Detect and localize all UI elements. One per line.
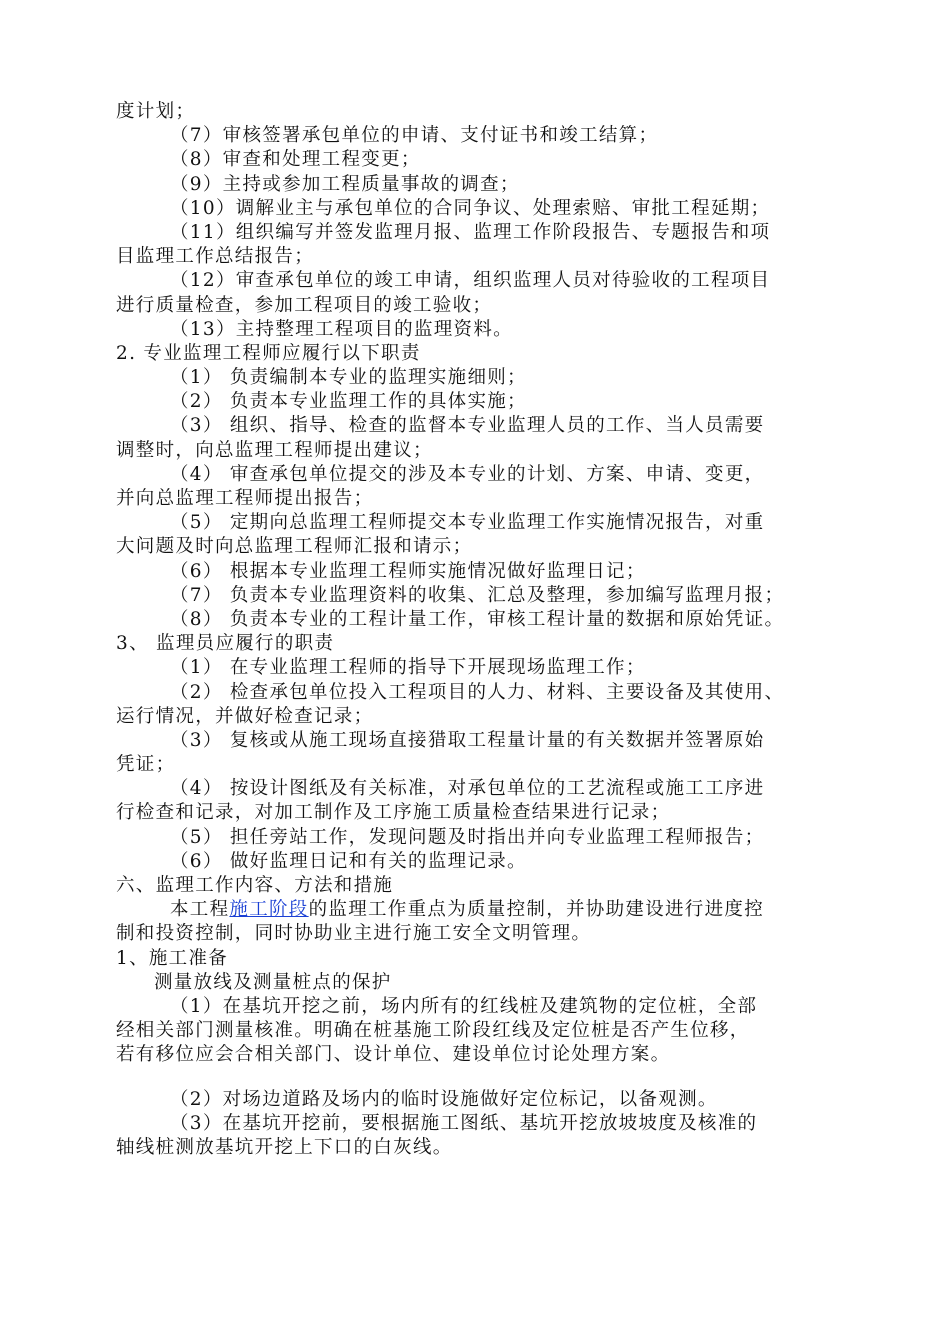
text-line: （5） 担任旁站工作，发现问题及时指出并向专业监理工程师报告； [170,826,765,848]
text-line: 轴线桩测放基坑开挖上下口的白灰线。 [116,1136,453,1158]
text-line: （7） 负责本专业监理资料的收集、汇总及整理，参加编写监理月报； [170,584,785,606]
section-heading: 六、监理工作内容、方法和措施 [116,875,394,896]
text-line: （5） 定期向总监理工程师提交本专业监理工作实施情况报告，对重 [170,512,765,534]
paragraph-suffix: 的监理工作重点为质量控制，并协助建设进行进度控 [308,899,765,921]
text-line: 经相关部门测量核准。明确在桩基施工阶段红线及定位桩是否产生位移， [116,1020,750,1042]
text-line: 行检查和记录，对加工制作及工序施工质量检查结果进行记录； [116,802,671,824]
text-line: （11）组织编写并签发监理月报、监理工作阶段报告、专题报告和项 [170,221,771,243]
spacer [116,1068,836,1088]
paragraph-line: 制和投资控制，同时协助业主进行施工安全文明管理。 [116,923,592,945]
text-line: 度计划； [116,101,196,122]
text-line: （3）在基坑开挖前，要根据施工图纸、基坑开挖放坡坡度及核准的 [170,1112,758,1134]
construction-stage-link[interactable]: 施工阶段 [229,899,309,921]
text-line: 凭证； [116,754,176,776]
text-line: 调整时，向总监理工程师提出建议； [116,439,433,461]
text-line: 大问题及时向总监理工程师汇报和请示； [116,536,473,558]
text-line: （9）主持或参加工程质量事故的调查； [170,173,520,195]
text-line: （2） 负责本专业监理工作的具体实施； [170,391,527,413]
text-line: 运行情况，并做好检查记录； [116,705,374,727]
text-line: （4） 按设计图纸及有关标准，对承包单位的工艺流程或施工工序进 [170,778,765,800]
section-heading: 2. 专业监理工程师应履行以下职责 [116,342,421,364]
text-line: 进行质量检查，参加工程项目的竣工验收； [116,294,493,316]
text-line: （6） 做好监理日记和有关的监理记录。 [170,850,527,872]
text-line: （7）审核签署承包单位的申请、支付证书和竣工结算； [170,125,659,147]
text-line: （1）在基坑开挖之前，场内所有的红线桩及建筑物的定位桩，全部 [170,995,758,1017]
paragraph-line [116,898,836,922]
text-line: （1） 负责编制本专业的监理实施细则； [170,367,527,389]
text-line: （13）主持整理工程项目的监理资料。 [170,318,513,340]
text-line: （6） 根据本专业监理工程师实施情况做好监理日记； [170,560,646,582]
text-line: 并向总监理工程师提出报告； [116,488,374,509]
text-line: （4） 审查承包单位提交的涉及本专业的计划、方案、申请、变更， [170,463,765,485]
text-line: （3） 复核或从施工现场直接猎取工程量计量的有关数据并签署原始 [170,729,765,751]
paragraph-prefix: 本工程 [170,899,230,921]
text-line: （3） 组织、指导、检查的监督本专业监理人员的工作、当人员需要 [170,415,765,437]
text-line: （8）审查和处理工程变更； [170,149,421,171]
text-line: 若有移位应会合相关部门、设计单位、建设单位讨论处理方案。 [116,1044,671,1066]
text-line: 目监理工作总结报告； [116,246,315,268]
text-line: （8） 负责本专业的工程计量工作，审核工程计量的数据和原始凭证。 [170,608,785,630]
text-line: （1） 在专业监理工程师的指导下开展现场监理工作； [170,657,646,679]
text-line: （2）对场边道路及场内的临时设施做好定位标记，以备观测。 [170,1088,718,1110]
subsection-heading: 测量放线及测量桩点的保护 [154,971,392,993]
document-body [116,100,836,1160]
text-line: （12）审查承包单位的竣工申请，组织监理人员对待验收的工程项目 [170,270,771,292]
text-line: （10）调解业主与承包单位的合同争议、处理索赔、审批工程延期； [170,197,771,219]
section-heading: 3、 监理员应履行的职责 [116,633,335,655]
text-line: （2） 检查承包单位投入工程项目的人力、材料、主要设备及其使用、 [170,681,785,703]
section-heading: 1、施工准备 [116,947,229,969]
